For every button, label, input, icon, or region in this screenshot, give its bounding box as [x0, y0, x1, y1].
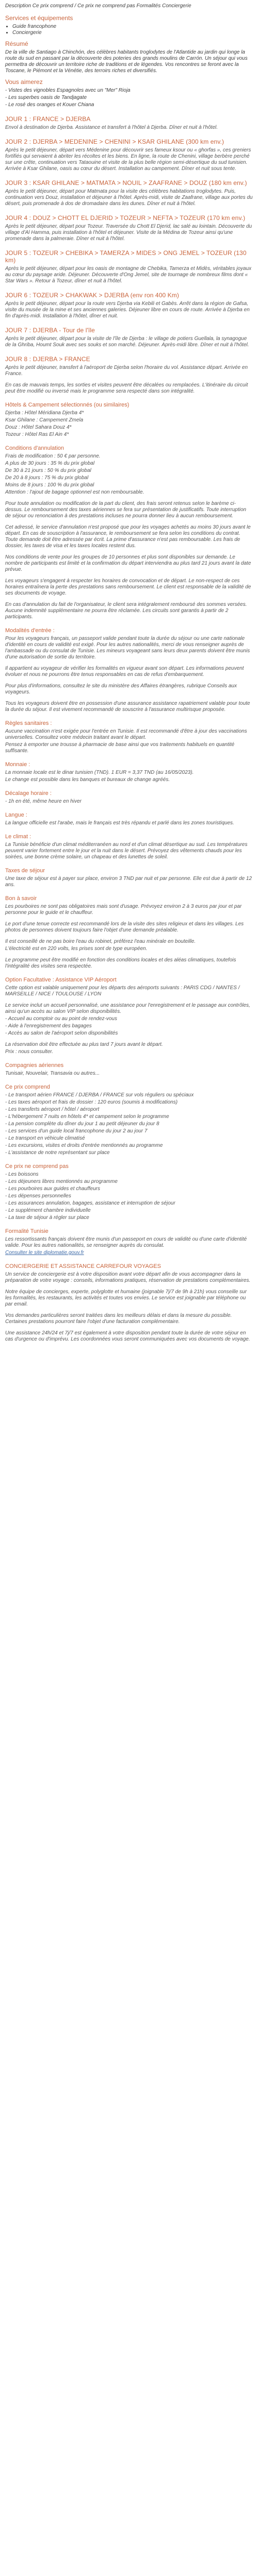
monnaie-title: Monnaie :	[5, 761, 30, 768]
paragraph: Une taxe de séjour est à payer sur place, environ 3 TND par nuit et par personne. Elle est due à partir de 12 ans.	[5, 876, 252, 888]
services-list	[5, 24, 253, 36]
paragraph: Une assistance 24h/24 et 7j/7 est également à votre disposition pendant toute la durée de votre séjour en cas d'urgence ou d'imprévu. Les coordonnées vous seront communiquées avec vos documents de voyage.	[5, 1330, 250, 1342]
day-text: Envol à destination de Djerba. Assistance et transfert à l'hôtel à Djerba. Dîner et nuit à l'hôtel.	[5, 125, 218, 130]
list-item: De 20 à 8 jours : 75 % du prix global	[5, 475, 89, 481]
resume-text: De la ville de Santiago à Chinchón, des célèbres habitants troglodytes de l'Atlantide au jardin qui longe la route du sud en passant par la découverte des poteries des grands moulins de Carrón. Un séjour qui vous permettra de découvrir un territoire riche de traditions et de légendes. Vos rencontres se feront avec la Toscane, le Piémont et la Vénétie, des terroirs riches et diversifiés.	[5, 49, 248, 74]
list-item: Djerba : Hôtel Méridiana Djerba 4*	[5, 410, 84, 416]
taxes-title: Taxes de séjour	[5, 868, 45, 874]
paragraph: Les voyageurs s'engagent à respecter les horaires de convocation et de départ. Le non-respect de ces horaires entraînera la perte des prestations sans remboursement. Le client est responsable de la validité de ses documents de voyage.	[5, 578, 251, 596]
paragraph: Tunisair, Nouvelair, Transavia ou autres...	[5, 1071, 100, 1076]
ce-prix-ne-comprend-pas-title: Ce prix ne comprend pas	[5, 1163, 69, 1170]
climat-title: Le climat :	[5, 834, 31, 840]
list-item: - Les taxes aéroport et frais de dossier : 120 euros (soumis à modifications)	[5, 1099, 178, 1105]
list-item: - Les transferts aéroport / hôtel / aéroport	[5, 1107, 100, 1112]
list-item: - Aide à l'enregistrement des bagages	[5, 1023, 92, 1029]
list-item: - La pension complète du dîner du jour 1 au petit déjeuner du jour 8	[5, 1121, 159, 1127]
list-item: Moins de 8 jours : 100 % du prix global	[5, 482, 94, 488]
conditions-title: Conditions d'annulation	[5, 445, 64, 451]
list-item: - Le transport en véhicule climatisé	[5, 1136, 85, 1141]
list-item: - Le rosé des oranges et Kouer Chiana	[5, 102, 94, 108]
paragraph: La monnaie locale est le dinar tunisien (TND). 1 EUR = 3,37 TND (au 16/05/2023).	[5, 770, 194, 775]
bon-a-savoir-title: Bon à savoir	[5, 895, 37, 902]
day-text: Après le petit déjeuner, transfert à l'aéroport de Djerba selon l'horaire du vol. Assistance départ. Arrivée en France.	[5, 365, 248, 377]
services-title: Services et équipements	[5, 14, 73, 22]
day-title: JOUR 5 : TOZEUR > CHEBIKA > TAMERZA > MIDES > ONG JEMEL > TOZEUR (130 km)	[5, 249, 247, 264]
formalite-title: Formalité Tunisie	[5, 1228, 49, 1234]
list-item: - Les assurances annulation, bagages, assistance et interruption de séjour	[5, 1200, 175, 1206]
paragraph: Pensez à emporter une trousse à pharmacie de base ainsi que vos traitements habituels en quantité suffisante.	[5, 742, 235, 754]
paragraph: Cette option est valable uniquement pour les départs des aéroports suivants : PARIS CDG / NANTES / MARSEILLE / NICE / TOULOUSE / LYON	[5, 985, 240, 997]
day-title: JOUR 7 : DJERBA - Tour de l'île	[5, 327, 95, 334]
paragraph: Aucune vaccination n'est exigée pour l'entrée en Tunisie. Il est recommandé d'être à jour des vaccinations universelles. Consultez votre médecin traitant avant le départ.	[5, 728, 247, 740]
resume-title: Résumé	[5, 40, 28, 47]
list-item: De 30 à 21 jours : 50 % du prix global	[5, 468, 91, 473]
paragraph: Vos demandes particulières seront traitées dans les meilleurs délais et dans la mesure du possible. Certaines prestations pourront faire l'objet d'une facturation complémentaire.	[5, 1313, 232, 1325]
regles-title: Règles sanitaires :	[5, 720, 52, 726]
paragraph: Il appartient au voyageur de vérifier les formalités en vigueur avant son départ. Les informations peuvent évoluer et nous ne pourrons être tenus responsables en cas de refus d'embarquement.	[5, 666, 244, 677]
paragraph: Un service de conciergerie est à votre disposition avant votre départ afin de vous accompagner dans la préparation de votre voyage : conseils, informations pratiques, réservation de prestations complémentaires.	[5, 1272, 251, 1283]
paragraph: Les pourboires ne sont pas obligatoires mais sont d'usage. Prévoyez environ 2 à 3 euros par jour et par personne pour le guide et le chauffeur.	[5, 904, 242, 916]
paragraph: Tous les voyageurs doivent être en possession d'une assurance assistance rapatriement valable pour toute la durée du séjour. Il est vivement recommandé de souscrire à l'assurance multirisque proposée.	[5, 701, 250, 713]
list-item: A plus de 30 jours : 35 % du prix global	[5, 461, 95, 466]
day-text: Après le petit déjeuner, départ vers Médenine pour découvrir ses fameux ksour ou « ghorfas », ces greniers fortifiés qui servaient à abriter les récoltes et les biens. En ligne, la route de Chenini, village berbère perché sur une crête, continuation vers Tataouine et visite de la plus belle région semi-désertique du sud tunisien. Arrivée à Ksar Ghilane, oasis au cœur du désert. Installation au campement. Dîner et nuit sous tente.	[5, 147, 251, 172]
list-item: Attention : l'ajout de bagage optionnel est non remboursable.	[5, 489, 144, 495]
paragraph: Prix : nous consulter.	[5, 1049, 54, 1055]
list-item: - Les boissons	[5, 1172, 39, 1177]
ce-prix-comprend-title: Ce prix comprend	[5, 1084, 50, 1090]
paragraph: La langue officielle est l'arabe, mais le français est très répandu et parlé dans les zones touristiques.	[5, 820, 234, 826]
list-item: - Les superbes oasis de Tandjagate	[5, 95, 87, 100]
list-item: - Les services d'un guide local francophone du jour 2 au jour 7	[5, 1128, 148, 1134]
langue-title: Langue :	[5, 812, 27, 818]
paragraph: Le change est possible dans les banques et bureaux de change agréés.	[5, 777, 170, 783]
list-item: Douz : Hôtel Sahara Douz 4*	[5, 425, 72, 430]
paragraph: - 1h en été, même heure en hiver	[5, 799, 82, 804]
paragraph: Pour toute annulation ou modification de la part du client, des frais seront retenus selon le barème ci-dessus. Le remboursement des taxes aériennes se fera sur présentation de justificatifs. Toute interruption de séjour ou renonciation à des prestations incluses ne pourra donner lieu à aucun remboursement.	[5, 501, 247, 519]
list-item: - L'assistance de notre représentant sur place	[5, 1150, 110, 1156]
day-text: Après le petit déjeuner, départ pour la visite de l'île de Djerba : le village de potiers Guellala, la synagogue de la Ghriba, Houmt Souk avec ses souks et son marché. Déjeuner. Après-midi libre. Dîner et nuit à l'hôtel.	[5, 336, 249, 348]
paragraph: Nos conditions de vente pour les groupes de 10 personnes et plus sont disponibles sur demande. Le nombre de participants est limité et la confirmation du départ interviendra au plus tard 21 jours avant la date prévue.	[5, 554, 251, 572]
day-title: JOUR 2 : DJERBA > MEDENINE > CHENINI > KSAR GHILANE (300 km env.)	[5, 138, 224, 145]
paragraph: Il est conseillé de ne pas boire l'eau du robinet, préférez l'eau minérale en bouteille.	[5, 939, 196, 944]
paragraph: Les ressortissants français doivent être munis d'un passeport en cours de validité ou d'une carte d'identité valide. Pour les autres nationalités, se renseigner auprès du consulat.	[5, 1236, 247, 1248]
compagnies-title: Compagnies aériennes	[5, 1062, 64, 1069]
list-item: - Vistes des vignobles Espagnoles avec un "Mer" Rioja	[5, 88, 131, 93]
list-item: Ksar Ghilane : Campement Zmela	[5, 417, 84, 423]
paragraph: Notre équipe de concierges, experte, polyglotte et humaine (joignable 7j/7 de 9h à 21h) vous conseille sur les formalités, les restaurants, les activités et toutes vos envies. Le service est joignable par téléphone ou par email.	[5, 1289, 247, 1307]
list-item: • Conciergerie	[12, 30, 253, 36]
list-item: - Le transport aérien FRANCE / DJERBA / FRANCE sur vols réguliers ou spéciaux	[5, 1092, 194, 1098]
paragraph: La Tunisie bénéficie d'un climat méditerranéen au nord et d'un climat désertique au sud. Les températures peuvent varier fortement entre le jour et la nuit dans le désert. Prévoyez des vêtements chauds pour les soirées, une bonne crème solaire, un chapeau et des lunettes de soleil.	[5, 842, 248, 860]
paragraph: Le port d'une tenue correcte est recommandé lors de la visite des sites religieux et dans les villages. Les photos de personnes doivent toujours faire l'objet d'une demande préalable.	[5, 921, 244, 933]
list-item: - La taxe de séjour à régler sur place	[5, 1215, 89, 1221]
paragraph: Le service inclut un accueil personnalisé, une assistance pour l'enregistrement et le passage aux contrôles, ainsi qu'un accès au salon VIP selon disponibilités.	[5, 1003, 250, 1014]
list-item: - Accueil au comptoir ou au point de rendez-vous	[5, 1016, 117, 1022]
list-item: - Accès au salon de l'aéroport selon disponibilités	[5, 1030, 118, 1036]
list-item: Tozeur : Hôtel Ras El Ain 4*	[5, 432, 69, 437]
list-item: - Les déjeuners libres mentionnés au programme	[5, 1179, 118, 1184]
list-item: Frais de modification : 50 € par personne.	[5, 453, 101, 459]
day-text: Après le petit déjeuner, départ pour Tozeur. Traversée du Chott El Djerid, lac salé au lointain. Découverte du village d'Al Hamma, puis installation à l'hôtel et déjeuner. Visite de la Médina de Tozeur ainsi qu'une promenade dans la palmeraie. Dîner et nuit à l'hôtel.	[5, 224, 252, 242]
intro-line: Description Ce prix comprend / Ce prix ne comprend pas Formalités Conciergerie	[5, 3, 191, 9]
day-title: JOUR 3 : KSAR GHILANE > MATMATA > NOUIL > ZAAFRANE > DOUZ (180 km env.)	[5, 179, 247, 187]
option-title: Option Facultative : Assistance VIP Aéroport	[5, 977, 117, 983]
paragraph: Pour plus d'informations, consultez le site du ministère des Affaires étrangères, rubrique Conseils aux voyageurs.	[5, 683, 237, 695]
day-note: En cas de mauvais temps, les sorties et visites peuvent être décalées ou remplacées. L'itinéraire du circuit peut être modifié ou inversé mais le programme sera respecté dans son intégralité.	[5, 382, 248, 394]
paragraph: L'électricité est en 220 volts, les prises sont de type européen.	[5, 946, 148, 952]
list-item: - L'hébergement 7 nuits en hôtels 4* et campement selon le programme	[5, 1114, 169, 1120]
modalites-title: Modalités d'entrée :	[5, 628, 55, 634]
day-title: JOUR 4 : DOUZ > CHOTT EL DJERID > TOZEUR > NEFTA > TOZEUR (170 km env.)	[5, 214, 246, 222]
vous-aimerez-title: Vous aimerez	[5, 78, 43, 86]
list-item: • Guide francophone	[12, 24, 253, 30]
paragraph: Pour les voyageurs français, un passeport valide pendant toute la durée du séjour ou une carte nationale d'identité en cours de validité est exigé. Pour les autres nationalités, merci de vous renseigner auprès de l'ambassade ou du consulat de Tunisie. Les mineurs voyageant sans leurs deux parents doivent être munis d'une autorisation de sortie du territoire.	[5, 636, 250, 660]
decalage-title: Décalage horaire :	[5, 790, 52, 796]
paragraph: La réservation doit être effectuée au plus tard 7 jours avant le départ.	[5, 1042, 163, 1047]
day-text: Après le petit déjeuner, départ pour les oasis de montagne de Chebika, Tamerza et Midès, véritables joyaux au cœur du paysage aride. Déjeuner. Découverte d'Ong Jemel, site de tournage de nombreux films dont « Star Wars ». Retour à Tozeur, dîner et nuit à l'hôtel.	[5, 266, 252, 284]
day-text: Après le petit déjeuner, départ pour Matmata pour la visite des célèbres habitations troglodytes. Puis, continuation vers Douz, installation et déjeuner à l'hôtel. Après-midi, visite de Zaafrane, village aux portes du désert, puis promenade à dos de dromadaire dans les dunes. Dîner et nuit à l'hôtel.	[5, 189, 253, 207]
list-item: - Les pourboires aux guides et chauffeurs	[5, 1186, 100, 1192]
list-item: - Les dépenses personnelles	[5, 1193, 71, 1199]
day-title: JOUR 6 : TOZEUR > CHAKWAK > DJERBA (env ron 400 Km)	[5, 292, 179, 299]
paragraph: En cas d'annulation du fait de l'organisateur, le client sera intégralement remboursé des sommes versées. Aucune indemnité supplémentaire ne pourra être réclamée. Les circuits sont garantis à partir de 2 participants.	[5, 602, 247, 620]
list-item: - Le supplément chambre individuelle	[5, 1208, 91, 1213]
formalite-link[interactable]: Consulter le site diplomatie.gouv.fr	[5, 1250, 84, 1256]
hotels-title: Hôtels & Campement sélectionnés (ou similaires)	[5, 402, 130, 408]
conciergerie-title: CONCIERGERIE ET ASSISTANCE CARREFOUR VOYAGES	[5, 1263, 161, 1269]
paragraph: Cet adressé, le service d'annulation n'est proposé que pour les voyages achetés au moins 30 jours avant le départ. En cas de souscription à l'assurance, le remboursement se fera selon les conditions du contrat. Toute demande doit être adressée par écrit. La prime d'assurance n'est pas remboursable. Les frais de dossier, les taxes de visa et les taxes locales restent dus.	[5, 524, 251, 549]
day-title: JOUR 8 : DJERBA > FRANCE	[5, 355, 90, 363]
paragraph: Le programme peut être modifié en fonction des conditions locales et des aléas climatiques, toutefois l'intégralité des visites sera respectée.	[5, 957, 236, 969]
day-title: JOUR 1 : FRANCE > DJERBA	[5, 115, 91, 123]
day-text: Après le petit déjeuner, départ pour la route vers Djerba via Kebili et Gabès. Arrêt dans la région de Gafsa, visite du musée de la mine et ses anciennes galeries. Déjeuner libre en cours de route. Arrivée à Djerba en fin d'après-midi. Installation à l'hôtel, dîner et nuit.	[5, 301, 250, 319]
list-item: - Les excursions, visites et droits d'entrée mentionnés au programme	[5, 1143, 163, 1148]
